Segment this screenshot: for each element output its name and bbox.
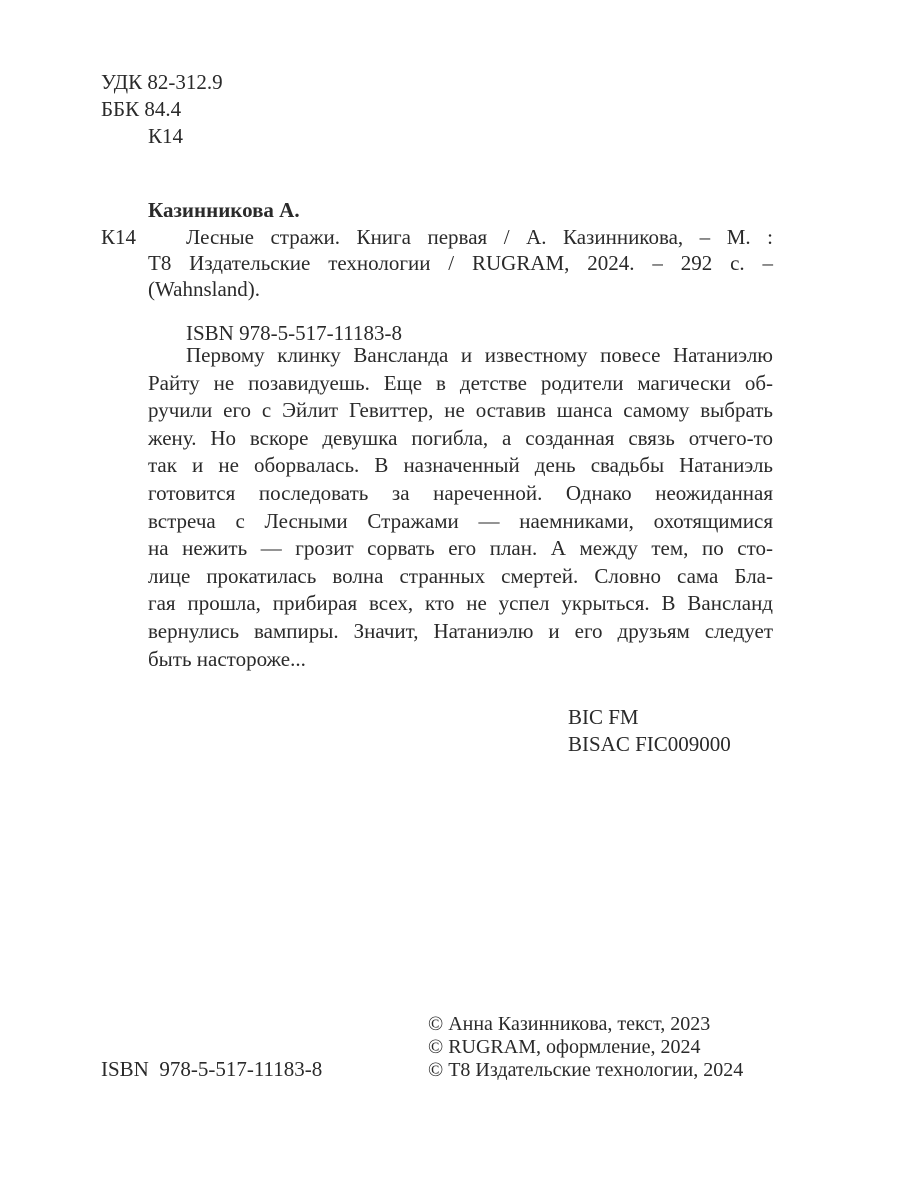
copyright-block <box>428 1013 743 1082</box>
annotation-line: жену. Но вскоре девушка погибла, а созданная связь отчего-то <box>148 425 773 450</box>
annotation-line: ручили его с Эйлит Гевиттер, не оставив шанса самому выбрать <box>148 398 773 423</box>
annotation-line: встреча с Лесными Стражами — наемниками, охотящимися <box>148 508 773 533</box>
author-name: Казинникова А. <box>148 198 300 222</box>
entry-line-1 <box>186 224 773 251</box>
annotation-line: Райту не позавидуешь. Еще в детстве родители магически об- <box>148 370 773 395</box>
annotation-line: гая прошла, прибирая всех, кто не успел укрыться. В Вансланд <box>148 591 773 616</box>
entry-line-3: (Wahnsland). <box>148 277 261 301</box>
annotation-line: быть настороже... <box>148 646 306 671</box>
annotation-line: вернулись вампиры. Значит, Натаниэлю и его друзьям следует <box>148 618 773 643</box>
bbk-code: ББК 84.4 <box>101 97 182 121</box>
footer-isbn: ISBN 978-5-517-11183-8 <box>101 1057 323 1081</box>
udk-code: УДК 82-312.9 <box>101 70 223 94</box>
bisac-code: BISAC FIC009000 <box>568 732 731 756</box>
isbn: ISBN 978-5-517-11183-8 <box>186 321 403 345</box>
annotation <box>148 342 773 673</box>
author-mark: К14 <box>148 124 184 148</box>
annotation-line: готовится последовать за нареченной. Однако неожиданная <box>148 480 773 505</box>
copyright-line: © Анна Казинникова, текст, 2023 <box>428 1013 711 1035</box>
entry-author-mark: К14 <box>101 225 137 249</box>
annotation-line: так и не оборвалась. В назначенный день свадьбы Натаниэль <box>148 453 773 478</box>
annotation-line: лице прокатилась волна странных смертей. Словно сама Бла- <box>148 563 773 588</box>
bic-code: BIC FM <box>568 705 639 729</box>
copyright-line: © Т8 Издательские технологии, 2024 <box>428 1059 744 1081</box>
annotation-line: Первому клинку Вансланда и известному повесе Натаниэлю <box>186 343 773 367</box>
copyright-line: © RUGRAM, оформление, 2024 <box>428 1036 701 1058</box>
entry-line-text: Т8 Издательские технологии / RUGRAM, 2024. – 292 с. – <box>148 251 773 275</box>
annotation-line: на нежить — грозит сорвать его план. А между тем, по сто- <box>148 536 773 561</box>
entry-line-2 <box>148 250 773 277</box>
entry-line-text: Лесные стражи. Книга первая / А. Казинникова, – М. : <box>186 225 773 249</box>
